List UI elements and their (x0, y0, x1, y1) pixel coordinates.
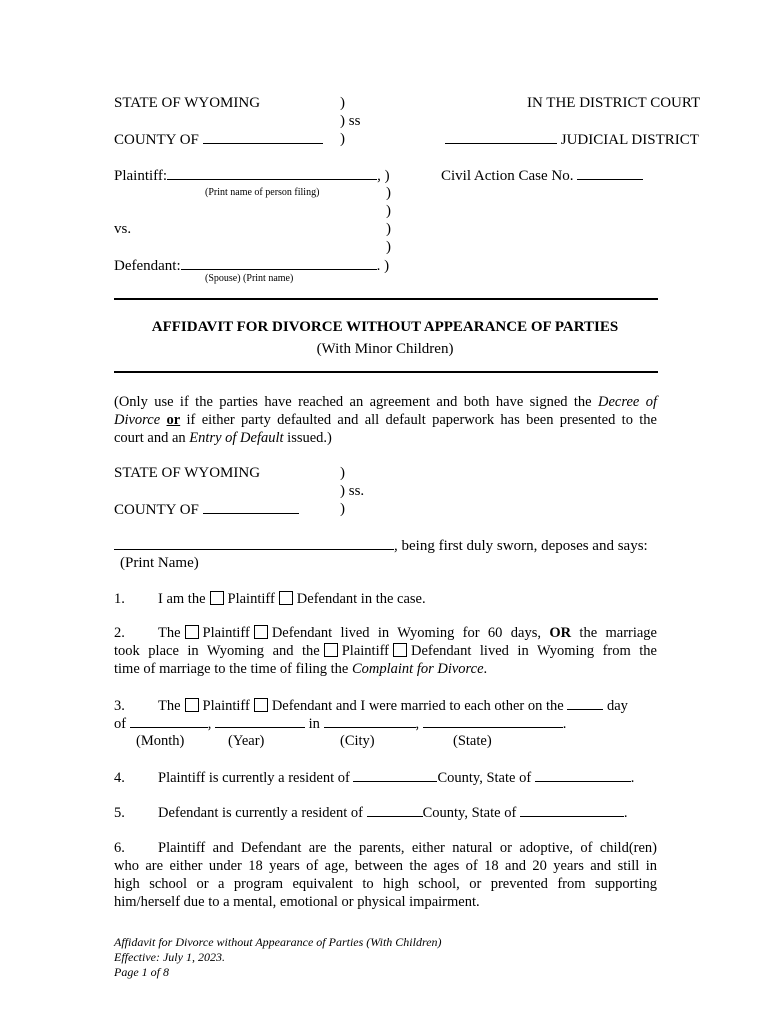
district-blank[interactable] (445, 130, 557, 144)
caption-paren: ) (340, 131, 345, 147)
intro-text: if either party defaulted and all default paperwork has been presented to the (186, 412, 657, 428)
intro-text: court and an (114, 430, 186, 446)
item-text: in (308, 716, 320, 732)
item-text: time of marriage to the time of filing the (114, 661, 349, 677)
item-text: Plaintiff (202, 698, 250, 714)
state-hint: (State) (453, 733, 492, 749)
venue-county-blank[interactable] (203, 500, 299, 514)
caption-county (114, 130, 323, 149)
caption-paren: ) (386, 239, 391, 255)
item-number: 2. (114, 625, 125, 641)
item-text: the marriage (579, 625, 657, 641)
year-hint: (Year) (228, 733, 265, 749)
item-text: who are either under 18 years of age, between the ages of 18 and 20 years and still in (114, 858, 657, 874)
item-text: The (158, 625, 181, 641)
item-text: Defendant lived in Wyoming from the (411, 643, 657, 659)
item-text: Plaintiff (227, 591, 275, 607)
item-text: high school or a program equivalent to high school, or prevented from supporting (114, 876, 657, 892)
plaintiff-checkbox[interactable] (185, 625, 199, 639)
item-text: Defendant and I were married to each other on the (271, 698, 564, 714)
district-label: JUDICIAL DISTRICT (560, 132, 699, 148)
plaintiff-hint: (Print name of person filing) (205, 187, 320, 198)
intro-text: (Only use if the parties have reached an agreement and both have signed the (114, 394, 592, 410)
year-blank[interactable] (215, 714, 305, 728)
county-label: COUNTY OF (114, 132, 199, 148)
oath-text: , being first duly sworn, deposes and says: (394, 538, 648, 554)
item-text: , (207, 716, 212, 732)
defendant-checkbox[interactable] (254, 698, 268, 712)
item-text: Plaintiff (341, 643, 389, 659)
caption-paren: ) (386, 221, 391, 237)
venue-ss: ) ss. (340, 483, 365, 499)
item-3-line-1 (114, 696, 628, 715)
print-name-hint: (Print Name) (120, 555, 199, 571)
oath-line (114, 536, 648, 555)
defendant-label: Defendant: (114, 258, 181, 274)
intro-entry-of-default: Entry of Default (189, 430, 284, 446)
intro-paragraph (114, 393, 657, 447)
plaintiff-label: Plaintiff: (114, 168, 168, 184)
venue-county-label: COUNTY OF (114, 502, 199, 518)
item-text: I am the (158, 591, 206, 607)
item-number: 1. (114, 591, 125, 607)
item-text: of (114, 716, 127, 732)
item-text: Defendant in the case. (296, 591, 426, 607)
case-no-label: Civil Action Case No. (441, 168, 574, 184)
defendant-checkbox[interactable] (279, 591, 293, 605)
court-name: IN THE DISTRICT COURT (527, 95, 701, 111)
item-text: The (158, 698, 181, 714)
item-1 (114, 590, 426, 608)
item-complaint: Complaint for Divorce (351, 661, 484, 677)
defendant-checkbox[interactable] (254, 625, 268, 639)
item-text: him/herself due to a mental, emotional or physical impairment. (114, 894, 480, 910)
venue-state: STATE OF WYOMING (114, 465, 261, 481)
item-number: 4. (114, 770, 125, 786)
defendant-checkbox[interactable] (393, 643, 407, 657)
item-text: County, State of (422, 805, 517, 821)
plaintiff-checkbox[interactable] (210, 591, 224, 605)
print-name-blank[interactable] (114, 536, 394, 550)
plaintiff-county-blank[interactable] (353, 768, 437, 782)
caption-dot-paren: . ) (376, 258, 390, 274)
plaintiff-checkbox[interactable] (324, 643, 338, 657)
venue-paren: ) (340, 501, 345, 517)
city-hint: (City) (340, 733, 375, 749)
document-title: AFFIDAVIT FOR DIVORCE WITHOUT APPEARANCE OF PARTIES (151, 319, 619, 335)
caption-vs: vs. (114, 221, 132, 237)
item-or: OR (549, 625, 572, 641)
item-4 (114, 768, 634, 787)
plaintiff-blank[interactable] (167, 166, 377, 180)
item-text: . (630, 770, 635, 786)
item-2 (114, 624, 657, 678)
plaintiff-state-blank[interactable] (535, 768, 631, 782)
defendant-hint: (Spouse) (Print name) (205, 273, 294, 284)
venue-county (114, 500, 299, 519)
caption-paren: ) (386, 185, 391, 201)
caption-ss: ) ss (340, 113, 361, 129)
judicial-district (445, 130, 699, 149)
item-number: 6. (114, 840, 125, 856)
case-number (441, 166, 643, 185)
caption-paren: ) (386, 203, 391, 219)
item-3-line-2 (114, 714, 566, 733)
city-blank[interactable] (324, 714, 416, 728)
day-blank[interactable] (567, 696, 603, 710)
item-6 (114, 839, 657, 911)
item-text: Defendant lived in Wyoming for 60 days, (271, 625, 541, 641)
item-number: 3. (114, 698, 125, 714)
case-no-blank[interactable] (577, 166, 643, 180)
intro-decree: Decree of (598, 394, 657, 410)
defendant-state-blank[interactable] (520, 803, 624, 817)
item-number: 5. (114, 805, 125, 821)
item-text: took place in Wyoming and the (114, 643, 320, 659)
footer-effective-date: Effective: July 1, 2023. (114, 950, 225, 964)
document-subtitle: (With Minor Children) (316, 341, 454, 357)
item-text: . (483, 661, 488, 677)
item-text: Plaintiff is currently a resident of (158, 770, 350, 786)
footer-page-number: Page 1 of 8 (114, 965, 169, 979)
month-blank[interactable] (130, 714, 208, 728)
item-text: County, State of (437, 770, 532, 786)
state-blank[interactable] (423, 714, 563, 728)
item-text: day (606, 698, 628, 714)
venue-paren: ) (340, 465, 345, 481)
item-text: . (562, 716, 567, 732)
item-text: Defendant is currently a resident of (158, 805, 363, 821)
plaintiff-line (114, 166, 390, 185)
plaintiff-checkbox[interactable] (185, 698, 199, 712)
intro-divorce: Divorce (114, 412, 161, 428)
caption-paren: ) (340, 95, 345, 111)
month-hint: (Month) (136, 733, 185, 749)
item-text: Plaintiff (202, 625, 250, 641)
defendant-county-blank[interactable] (367, 803, 423, 817)
divider-top (114, 298, 658, 300)
caption-comma-paren: , ) (377, 168, 390, 184)
item-5 (114, 803, 628, 822)
county-blank[interactable] (203, 130, 323, 144)
footer-title: Affidavit for Divorce without Appearance of Parties (With Children) (114, 935, 442, 949)
intro-or: or (166, 412, 181, 428)
item-text: , (415, 716, 420, 732)
item-text: . (623, 805, 628, 821)
item-text: Plaintiff and Defendant are the parents, either natural or adoptive, of child(ren) (158, 840, 657, 856)
intro-text: issued.) (287, 430, 332, 446)
divider-bottom (114, 371, 658, 373)
defendant-blank[interactable] (181, 256, 377, 270)
caption-state: STATE OF WYOMING (114, 95, 261, 111)
